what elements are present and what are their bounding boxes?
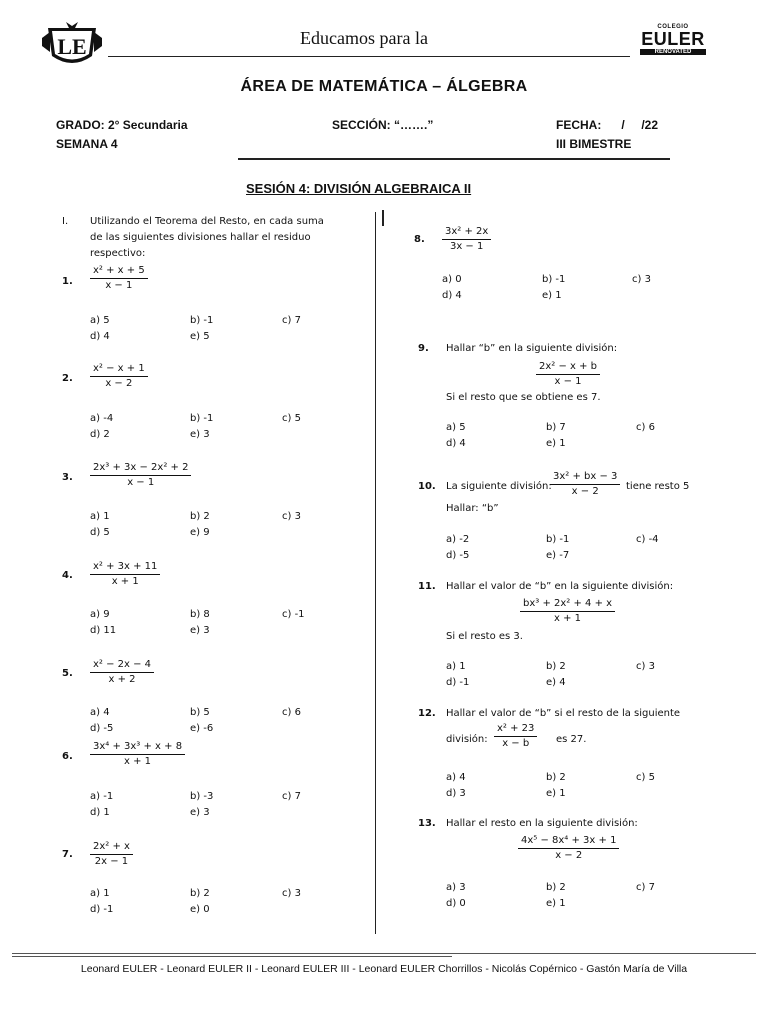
option: b) 2	[546, 882, 566, 893]
option: d) -5	[446, 550, 470, 561]
bimestre: III BIMESTRE	[556, 137, 632, 151]
option: e) 4	[546, 677, 566, 688]
question-number: 3.	[62, 472, 73, 483]
option: a) 0	[442, 274, 462, 285]
option: b) -3	[190, 791, 214, 802]
question-text: La siguiente división:	[446, 481, 552, 492]
option: e) 0	[190, 904, 210, 915]
intro-numeral: I.	[62, 216, 69, 227]
fraction: $\frac{\text{2x³ + 3x − 2x² + 2}}{x - 1}$	[90, 461, 191, 490]
option: b) 5	[190, 707, 210, 718]
question-text: es 27.	[556, 734, 587, 745]
option: b) -1	[542, 274, 566, 285]
option: d) 11	[90, 625, 117, 636]
option: e) 3	[190, 807, 210, 818]
intro-line: de las siguientes divisiones hallar el residuo	[90, 232, 311, 243]
question-text: Si el resto es 3.	[446, 631, 523, 642]
question-number: 11.	[418, 581, 436, 592]
euler-logo: COLEGIO EULER RENOVATED	[641, 24, 705, 55]
fraction: $\frac{\text{x² + x + 5}}{x - 1}$	[90, 264, 148, 293]
question-text: tiene resto 5	[626, 481, 690, 492]
option: e) 9	[190, 527, 210, 538]
option: d) 4	[90, 331, 110, 342]
fraction: $\frac{\text{bx³ + 2x² + 4 + x}}{x + 1}$	[520, 597, 615, 626]
footer-text: Leonard EULER - Leonard EULER II - Leonard EULER III - Leonard EULER Chorrillos - Nicolás Copérnico - Gastón María de Villa	[80, 963, 688, 975]
option: a) 1	[90, 888, 110, 899]
question-number: 12.	[418, 708, 436, 719]
option: b) 2	[190, 511, 210, 522]
grado: GRADO: 2° Secundaria	[56, 118, 188, 132]
question-number: 5.	[62, 668, 73, 679]
option: b) 2	[546, 772, 566, 783]
option: b) 7	[546, 422, 566, 433]
fraction: $\frac{\text{x² − x + 1}}{x - 2}$	[90, 362, 148, 391]
option: c) 5	[636, 772, 655, 783]
option: a) 3	[446, 882, 466, 893]
question-text: Hallar “b” en la siguiente división:	[446, 343, 618, 354]
option: a) -4	[90, 413, 114, 424]
option: e) 1	[546, 438, 566, 449]
fraction: $\frac{\text{2x² − x + b}}{x - 1}$	[536, 360, 600, 389]
option: a) 1	[446, 661, 466, 672]
option: d) 2	[90, 429, 110, 440]
question-text: Hallar el valor de “b” si el resto de la siguiente	[446, 708, 681, 719]
fraction: $\frac{\text{x² + 3x + 11}}{x + 1}$	[90, 560, 160, 589]
svg-text:LE: LE	[57, 34, 87, 59]
question-text: Hallar el resto en la siguiente división:	[446, 818, 638, 829]
option: a) 5	[446, 422, 466, 433]
question-number: 1.	[62, 276, 73, 287]
fraction: $\frac{\text{3x⁴ + 3x³ + x + 8}}{x + 1}$	[90, 740, 185, 769]
option: c) 6	[636, 422, 655, 433]
option: a) -2	[446, 534, 470, 545]
option: b) -1	[546, 534, 570, 545]
option: e) 5	[190, 331, 210, 342]
column-divider	[375, 212, 376, 934]
option: d) 5	[90, 527, 110, 538]
option: a) 9	[90, 609, 110, 620]
fraction: $\frac{\text{4x⁵ − 8x⁴ + 3x + 1}}{x - 2}$	[518, 834, 619, 863]
option: d) 1	[90, 807, 110, 818]
school-logo	[42, 22, 102, 72]
option: d) -1	[90, 904, 114, 915]
option: a) 4	[446, 772, 466, 783]
option: d) 3	[446, 788, 466, 799]
question-number: 7.	[62, 849, 73, 860]
intro-line: Utilizando el Teorema del Resto, en cada suma	[90, 216, 324, 227]
option: b) -1	[190, 315, 214, 326]
option: d) -1	[446, 677, 470, 688]
question-number: 4.	[62, 570, 73, 581]
option: c) 7	[636, 882, 655, 893]
session-title: SESIÓN 4: DIVISIÓN ALGEBRAICA II	[246, 181, 472, 196]
option: a) 5	[90, 315, 110, 326]
option: a) -1	[90, 791, 114, 802]
option: d) 4	[442, 290, 462, 301]
question-text: Si el resto que se obtiene es 7.	[446, 392, 601, 403]
option: d) -5	[90, 723, 114, 734]
option: a) 4	[90, 707, 110, 718]
question-number: 6.	[62, 751, 73, 762]
option: d) 4	[446, 438, 466, 449]
option: e) 3	[190, 429, 210, 440]
option: a) 1	[90, 511, 110, 522]
seccion: SECCIÓN: “…….”	[332, 118, 434, 132]
option: e) 1	[546, 898, 566, 909]
fraction: $\frac{\text{2x² + x}}{2x - 1}$	[90, 840, 133, 869]
option: c) 3	[282, 888, 301, 899]
question-number: 2.	[62, 373, 73, 384]
option: b) 2	[546, 661, 566, 672]
question-text: Hallar: “b”	[446, 503, 499, 514]
option: c) -1	[282, 609, 305, 620]
fraction: $\frac{\text{x² − 2x − 4}}{x + 2}$	[90, 658, 154, 687]
option: d) 0	[446, 898, 466, 909]
fraction: $\frac{\text{3x² + 2x}}{3x - 1}$	[442, 225, 491, 254]
option: b) 8	[190, 609, 210, 620]
option: c) -4	[636, 534, 659, 545]
fraction: $\frac{\text{x² + 23}}{x - b}$	[494, 722, 537, 751]
option: c) 5	[282, 413, 301, 424]
fecha: FECHA: / /22	[556, 118, 659, 132]
option: b) 2	[190, 888, 210, 899]
question-text: división:	[446, 734, 488, 745]
question-number: 9.	[418, 343, 429, 354]
option: c) 3	[282, 511, 301, 522]
option: c) 3	[636, 661, 655, 672]
option: e) 3	[190, 625, 210, 636]
option: c) 7	[282, 315, 301, 326]
option: e) 1	[542, 290, 562, 301]
semana: SEMANA 4	[56, 137, 118, 151]
option: e) -7	[546, 550, 570, 561]
option: c) 7	[282, 791, 301, 802]
question-number: 10.	[418, 481, 436, 492]
option: c) 3	[632, 274, 651, 285]
intro-line: respectivo:	[90, 248, 146, 259]
option: e) -6	[190, 723, 214, 734]
motto: Educamos para la	[300, 28, 428, 48]
option: c) 6	[282, 707, 301, 718]
question-number: 13.	[418, 818, 436, 829]
fraction: $\frac{\text{3x² + bx − 3}}{x - 2}$	[550, 470, 620, 499]
option: b) -1	[190, 413, 214, 424]
question-text: Hallar el valor de “b” en la siguiente división:	[446, 581, 674, 592]
option: e) 1	[546, 788, 566, 799]
question-number: 8.	[414, 234, 425, 245]
area-title: ÁREA DE MATEMÁTICA – ÁLGEBRA	[240, 78, 528, 95]
